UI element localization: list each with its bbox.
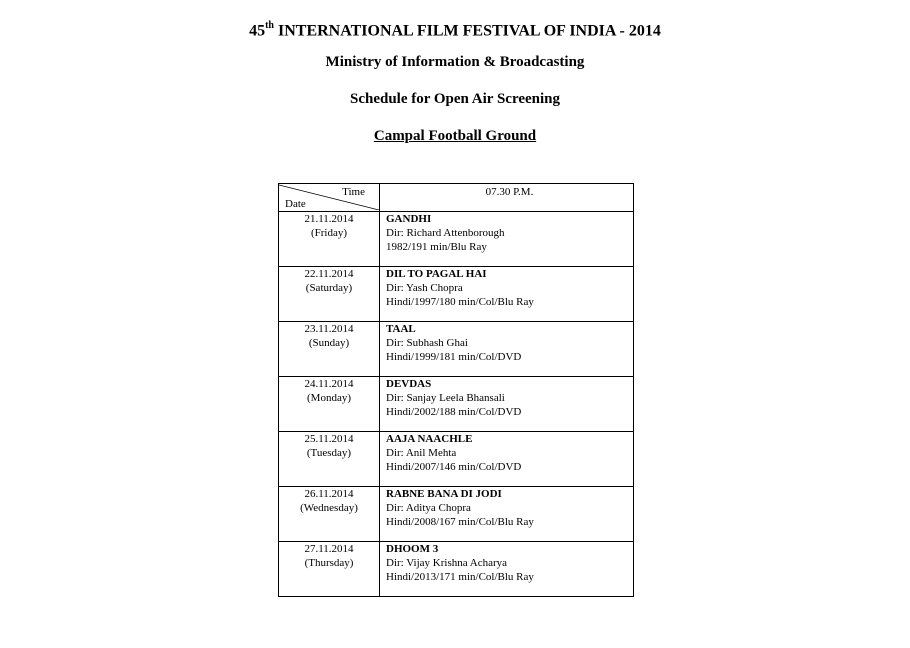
table-header-row xyxy=(279,184,634,212)
film-details: Hindi/1999/181 min/Col/DVD xyxy=(386,351,522,363)
film-cell xyxy=(380,267,634,322)
corner-header-cell xyxy=(279,184,380,212)
film-title: GANDHI xyxy=(386,213,432,225)
table-row xyxy=(279,377,634,432)
time-header-label: Time xyxy=(342,186,365,198)
date-cell xyxy=(279,322,380,377)
schedule-heading: Schedule for Open Air Screening xyxy=(349,91,560,107)
screening-day: (Wednesday) xyxy=(300,502,358,514)
film-title: DEVDAS xyxy=(386,378,432,390)
film-director: Dir: Aditya Chopra xyxy=(386,502,471,514)
screening-date: 27.11.2014 xyxy=(304,543,354,555)
film-cell xyxy=(380,542,634,597)
screening-date: 26.11.2014 xyxy=(304,488,354,500)
title-text: INTERNATIONAL FILM FESTIVAL OF INDIA - 2014 xyxy=(274,22,661,40)
date-header-label: Date xyxy=(285,198,306,210)
date-cell xyxy=(279,542,380,597)
screening-date: 25.11.2014 xyxy=(304,433,354,445)
screening-day: (Tuesday) xyxy=(306,447,352,459)
date-cell xyxy=(279,487,380,542)
venue-heading: Campal Football Ground xyxy=(373,128,537,144)
film-title: DHOOM 3 xyxy=(386,543,439,555)
date-cell xyxy=(279,377,380,432)
screening-day: (Thursday) xyxy=(304,557,354,569)
date-cell xyxy=(279,432,380,487)
table-row xyxy=(279,432,634,487)
screening-date: 24.11.2014 xyxy=(304,378,354,390)
title-number: 45 xyxy=(249,22,266,40)
date-cell xyxy=(279,212,380,267)
film-details: 1982/191 min/Blu Ray xyxy=(386,241,487,253)
screening-date: 23.11.2014 xyxy=(304,323,354,335)
film-title: DIL TO PAGAL HAI xyxy=(386,268,487,280)
festival-title xyxy=(0,21,910,40)
film-director: Dir: Vijay Krishna Acharya xyxy=(386,557,508,569)
film-title: AAJA NAACHLE xyxy=(386,433,473,445)
screening-date: 22.11.2014 xyxy=(304,268,354,280)
film-details: Hindi/2008/167 min/Col/Blu Ray xyxy=(386,516,534,528)
screening-schedule-table xyxy=(278,183,634,597)
film-cell xyxy=(380,212,634,267)
film-director: Dir: Yash Chopra xyxy=(386,282,463,294)
slot-time-label: 07.30 P.M. xyxy=(485,186,534,198)
table-row xyxy=(279,322,634,377)
film-title: TAAL xyxy=(386,323,416,335)
screening-day: (Saturday) xyxy=(305,282,353,294)
date-cell xyxy=(279,267,380,322)
screening-day: (Friday) xyxy=(310,227,348,239)
film-director: Dir: Sanjay Leela Bhansali xyxy=(386,392,505,404)
film-title: RABNE BANA DI JODI xyxy=(386,488,502,500)
film-details: Hindi/2002/188 min/Col/DVD xyxy=(386,406,522,418)
film-cell xyxy=(380,322,634,377)
table-row xyxy=(279,542,634,597)
screening-day: (Sunday) xyxy=(308,337,350,349)
screening-day: (Monday) xyxy=(307,392,351,404)
film-details: Hindi/1997/180 min/Col/Blu Ray xyxy=(386,296,534,308)
film-director: Dir: Anil Mehta xyxy=(386,447,457,459)
table-row xyxy=(279,267,634,322)
screening-date: 21.11.2014 xyxy=(304,213,354,225)
table-row xyxy=(279,487,634,542)
film-details: Hindi/2013/171 min/Col/Blu Ray xyxy=(386,571,534,583)
film-cell xyxy=(380,432,634,487)
film-cell xyxy=(380,487,634,542)
slot-header-cell xyxy=(380,184,634,212)
title-ordinal-suffix: th xyxy=(265,20,274,31)
film-director: Dir: Richard Attenborough xyxy=(386,227,505,239)
film-details: Hindi/2007/146 min/Col/DVD xyxy=(386,461,522,473)
film-director: Dir: Subhash Ghai xyxy=(386,337,468,349)
table-row xyxy=(279,212,634,267)
film-cell xyxy=(380,377,634,432)
ministry-heading: Ministry of Information & Broadcasting xyxy=(325,54,585,70)
